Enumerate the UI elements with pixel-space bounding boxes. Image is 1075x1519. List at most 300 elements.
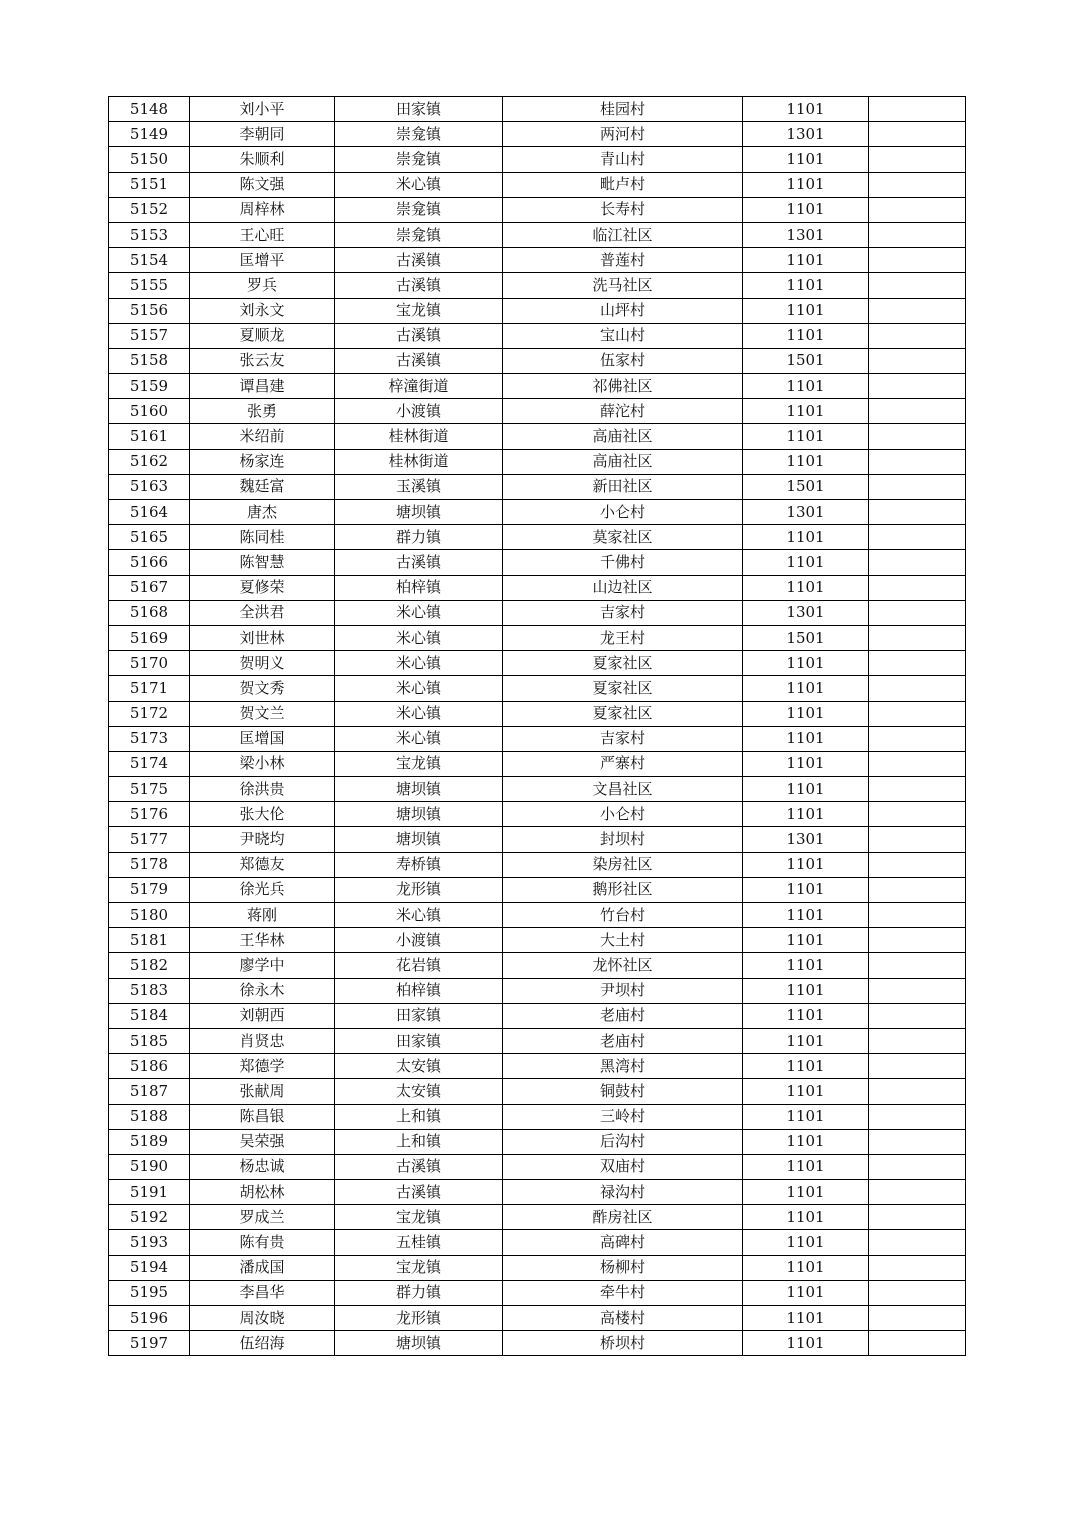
cell-code: 1101 [743, 676, 869, 701]
cell-code: 1101 [743, 701, 869, 726]
table-row [109, 802, 966, 827]
cell-code: 1101 [743, 323, 869, 348]
cell-town: 米心镇 [335, 903, 503, 928]
cell-serial-number: 5177 [109, 827, 190, 852]
cell-code: 1101 [743, 172, 869, 197]
cell-serial-number: 5167 [109, 575, 190, 600]
cell-note [869, 97, 966, 122]
cell-town: 宝龙镇 [335, 298, 503, 323]
table-row [109, 600, 966, 625]
roster-table-body [109, 97, 966, 1356]
cell-note [869, 751, 966, 776]
cell-code: 1101 [743, 197, 869, 222]
cell-code: 1101 [743, 1003, 869, 1028]
cell-name: 周汝晓 [190, 1306, 335, 1331]
cell-code: 1501 [743, 348, 869, 373]
cell-village: 长寿村 [503, 197, 743, 222]
cell-serial-number: 5184 [109, 1003, 190, 1028]
cell-name: 夏顺龙 [190, 323, 335, 348]
cell-note [869, 1079, 966, 1104]
table-row [109, 903, 966, 928]
cell-town: 崇龛镇 [335, 222, 503, 247]
cell-code: 1101 [743, 1079, 869, 1104]
cell-village: 双庙村 [503, 1154, 743, 1179]
table-row [109, 676, 966, 701]
cell-note [869, 726, 966, 751]
cell-serial-number: 5183 [109, 978, 190, 1003]
table-row [109, 1180, 966, 1205]
table-row [109, 726, 966, 751]
cell-note [869, 424, 966, 449]
cell-code: 1501 [743, 625, 869, 650]
cell-serial-number: 5157 [109, 323, 190, 348]
cell-name: 张大伦 [190, 802, 335, 827]
cell-town: 古溪镇 [335, 348, 503, 373]
table-row [109, 122, 966, 147]
cell-town: 古溪镇 [335, 323, 503, 348]
cell-note [869, 1180, 966, 1205]
cell-note [869, 802, 966, 827]
cell-serial-number: 5191 [109, 1180, 190, 1205]
cell-village: 吉家村 [503, 600, 743, 625]
cell-town: 米心镇 [335, 701, 503, 726]
cell-town: 柏梓镇 [335, 978, 503, 1003]
cell-town: 宝龙镇 [335, 1255, 503, 1280]
cell-serial-number: 5148 [109, 97, 190, 122]
cell-note [869, 1280, 966, 1305]
table-row [109, 323, 966, 348]
cell-name: 陈智慧 [190, 550, 335, 575]
table-row [109, 978, 966, 1003]
cell-serial-number: 5154 [109, 248, 190, 273]
cell-serial-number: 5173 [109, 726, 190, 751]
cell-serial-number: 5169 [109, 625, 190, 650]
cell-town: 田家镇 [335, 1028, 503, 1053]
table-row [109, 1280, 966, 1305]
cell-code: 1101 [743, 978, 869, 1003]
cell-town: 梓潼街道 [335, 374, 503, 399]
cell-name: 王华林 [190, 928, 335, 953]
cell-village: 封坝村 [503, 827, 743, 852]
cell-note [869, 197, 966, 222]
cell-village: 禄沟村 [503, 1180, 743, 1205]
cell-name: 徐洪贵 [190, 777, 335, 802]
cell-town: 群力镇 [335, 525, 503, 550]
cell-name: 全洪君 [190, 600, 335, 625]
cell-note [869, 903, 966, 928]
table-row [109, 147, 966, 172]
cell-note [869, 777, 966, 802]
cell-note [869, 1028, 966, 1053]
cell-town: 米心镇 [335, 726, 503, 751]
cell-town: 群力镇 [335, 1280, 503, 1305]
cell-code: 1101 [743, 928, 869, 953]
cell-village: 洗马社区 [503, 273, 743, 298]
cell-town: 寿桥镇 [335, 852, 503, 877]
table-row [109, 374, 966, 399]
table-row [109, 1129, 966, 1154]
cell-code: 1301 [743, 500, 869, 525]
cell-serial-number: 5192 [109, 1205, 190, 1230]
cell-village: 老庙村 [503, 1003, 743, 1028]
cell-town: 塘坝镇 [335, 802, 503, 827]
cell-code: 1101 [743, 1054, 869, 1079]
cell-serial-number: 5159 [109, 374, 190, 399]
cell-note [869, 172, 966, 197]
cell-town: 龙形镇 [335, 1306, 503, 1331]
cell-serial-number: 5189 [109, 1129, 190, 1154]
table-row [109, 1079, 966, 1104]
cell-note [869, 550, 966, 575]
cell-serial-number: 5150 [109, 147, 190, 172]
cell-code: 1101 [743, 802, 869, 827]
cell-name: 谭昌建 [190, 374, 335, 399]
cell-village: 后沟村 [503, 1129, 743, 1154]
cell-serial-number: 5197 [109, 1331, 190, 1356]
cell-town: 上和镇 [335, 1104, 503, 1129]
cell-note [869, 500, 966, 525]
cell-village: 普莲村 [503, 248, 743, 273]
cell-town: 宝龙镇 [335, 1205, 503, 1230]
cell-village: 竹台村 [503, 903, 743, 928]
table-row [109, 625, 966, 650]
cell-town: 崇龛镇 [335, 197, 503, 222]
cell-town: 古溪镇 [335, 1180, 503, 1205]
table-row [109, 1306, 966, 1331]
cell-name: 陈有贵 [190, 1230, 335, 1255]
table-row [109, 777, 966, 802]
cell-town: 龙形镇 [335, 877, 503, 902]
cell-name: 刘小平 [190, 97, 335, 122]
cell-village: 夏家社区 [503, 701, 743, 726]
cell-name: 匡增国 [190, 726, 335, 751]
cell-serial-number: 5158 [109, 348, 190, 373]
cell-village: 高庙社区 [503, 424, 743, 449]
table-row [109, 877, 966, 902]
cell-village: 高庙社区 [503, 449, 743, 474]
cell-code: 1301 [743, 222, 869, 247]
cell-town: 太安镇 [335, 1079, 503, 1104]
cell-village: 牵牛村 [503, 1280, 743, 1305]
cell-town: 塘坝镇 [335, 1331, 503, 1356]
cell-town: 古溪镇 [335, 1154, 503, 1179]
cell-note [869, 399, 966, 424]
cell-code: 1101 [743, 1205, 869, 1230]
cell-town: 崇龛镇 [335, 147, 503, 172]
table-row [109, 1104, 966, 1129]
table-row [109, 197, 966, 222]
cell-name: 廖学中 [190, 953, 335, 978]
cell-village: 龙王村 [503, 625, 743, 650]
cell-name: 陈同桂 [190, 525, 335, 550]
cell-village: 尹坝村 [503, 978, 743, 1003]
cell-note [869, 1306, 966, 1331]
cell-name: 贺文兰 [190, 701, 335, 726]
cell-town: 塘坝镇 [335, 777, 503, 802]
cell-serial-number: 5170 [109, 651, 190, 676]
cell-code: 1101 [743, 852, 869, 877]
table-row [109, 97, 966, 122]
cell-code: 1101 [743, 1255, 869, 1280]
table-row [109, 651, 966, 676]
cell-name: 梁小林 [190, 751, 335, 776]
cell-code: 1101 [743, 147, 869, 172]
cell-village: 桂园村 [503, 97, 743, 122]
cell-village: 山边社区 [503, 575, 743, 600]
cell-note [869, 1129, 966, 1154]
table-row [109, 1028, 966, 1053]
roster-table [108, 96, 966, 1356]
cell-town: 桂林街道 [335, 449, 503, 474]
table-row [109, 525, 966, 550]
table-row [109, 222, 966, 247]
cell-serial-number: 5162 [109, 449, 190, 474]
cell-village: 临江社区 [503, 222, 743, 247]
cell-town: 桂林街道 [335, 424, 503, 449]
cell-code: 1101 [743, 1104, 869, 1129]
cell-code: 1101 [743, 1230, 869, 1255]
cell-name: 唐杰 [190, 500, 335, 525]
cell-name: 米绍前 [190, 424, 335, 449]
cell-serial-number: 5163 [109, 474, 190, 499]
cell-code: 1101 [743, 1306, 869, 1331]
cell-note [869, 323, 966, 348]
cell-name: 徐光兵 [190, 877, 335, 902]
cell-code: 1101 [743, 1028, 869, 1053]
cell-note [869, 953, 966, 978]
cell-note [869, 348, 966, 373]
cell-village: 三岭村 [503, 1104, 743, 1129]
cell-serial-number: 5190 [109, 1154, 190, 1179]
cell-code: 1101 [743, 1331, 869, 1356]
table-row [109, 1230, 966, 1255]
table-row [109, 449, 966, 474]
cell-town: 米心镇 [335, 625, 503, 650]
cell-note [869, 1003, 966, 1028]
cell-town: 柏梓镇 [335, 575, 503, 600]
cell-note [869, 827, 966, 852]
cell-village: 祁佛社区 [503, 374, 743, 399]
cell-name: 匡增平 [190, 248, 335, 273]
cell-note [869, 1255, 966, 1280]
cell-serial-number: 5185 [109, 1028, 190, 1053]
table-row [109, 852, 966, 877]
cell-town: 太安镇 [335, 1054, 503, 1079]
cell-code: 1101 [743, 424, 869, 449]
cell-serial-number: 5195 [109, 1280, 190, 1305]
cell-name: 杨家连 [190, 449, 335, 474]
cell-code: 1101 [743, 273, 869, 298]
cell-serial-number: 5166 [109, 550, 190, 575]
cell-name: 吴荣强 [190, 1129, 335, 1154]
cell-village: 黑湾村 [503, 1054, 743, 1079]
cell-serial-number: 5165 [109, 525, 190, 550]
cell-town: 上和镇 [335, 1129, 503, 1154]
table-row [109, 273, 966, 298]
cell-code: 1101 [743, 903, 869, 928]
cell-code: 1101 [743, 726, 869, 751]
cell-village: 高楼村 [503, 1306, 743, 1331]
cell-serial-number: 5187 [109, 1079, 190, 1104]
cell-town: 田家镇 [335, 97, 503, 122]
cell-code: 1101 [743, 374, 869, 399]
cell-name: 郑德学 [190, 1054, 335, 1079]
cell-village: 宝山村 [503, 323, 743, 348]
cell-name: 郑德友 [190, 852, 335, 877]
cell-note [869, 248, 966, 273]
cell-serial-number: 5186 [109, 1054, 190, 1079]
cell-name: 胡松林 [190, 1180, 335, 1205]
cell-serial-number: 5156 [109, 298, 190, 323]
cell-note [869, 1054, 966, 1079]
cell-name: 伍绍海 [190, 1331, 335, 1356]
cell-code: 1101 [743, 751, 869, 776]
cell-town: 米心镇 [335, 676, 503, 701]
cell-village: 两河村 [503, 122, 743, 147]
cell-village: 夏家社区 [503, 651, 743, 676]
cell-note [869, 1154, 966, 1179]
table-row [109, 751, 966, 776]
cell-town: 米心镇 [335, 172, 503, 197]
cell-code: 1101 [743, 399, 869, 424]
table-row [109, 424, 966, 449]
cell-name: 夏修荣 [190, 575, 335, 600]
table-row [109, 575, 966, 600]
cell-name: 刘朝西 [190, 1003, 335, 1028]
cell-code: 1101 [743, 1129, 869, 1154]
cell-code: 1301 [743, 122, 869, 147]
cell-code: 1101 [743, 1280, 869, 1305]
cell-name: 肖贤忠 [190, 1028, 335, 1053]
cell-name: 尹晓均 [190, 827, 335, 852]
cell-note [869, 600, 966, 625]
cell-serial-number: 5180 [109, 903, 190, 928]
cell-town: 古溪镇 [335, 273, 503, 298]
cell-village: 鹅形社区 [503, 877, 743, 902]
cell-name: 罗成兰 [190, 1205, 335, 1230]
cell-serial-number: 5175 [109, 777, 190, 802]
cell-code: 1101 [743, 575, 869, 600]
cell-code: 1301 [743, 600, 869, 625]
cell-village: 小仑村 [503, 500, 743, 525]
cell-note [869, 978, 966, 1003]
cell-serial-number: 5196 [109, 1306, 190, 1331]
cell-serial-number: 5188 [109, 1104, 190, 1129]
cell-note [869, 852, 966, 877]
cell-name: 周梓林 [190, 197, 335, 222]
cell-town: 塘坝镇 [335, 500, 503, 525]
cell-serial-number: 5171 [109, 676, 190, 701]
cell-serial-number: 5149 [109, 122, 190, 147]
cell-village: 千佛村 [503, 550, 743, 575]
cell-name: 罗兵 [190, 273, 335, 298]
cell-serial-number: 5174 [109, 751, 190, 776]
table-row [109, 1054, 966, 1079]
cell-note [869, 273, 966, 298]
cell-name: 蒋刚 [190, 903, 335, 928]
cell-code: 1101 [743, 877, 869, 902]
cell-name: 张勇 [190, 399, 335, 424]
table-row [109, 953, 966, 978]
cell-town: 米心镇 [335, 600, 503, 625]
cell-village: 山坪村 [503, 298, 743, 323]
cell-town: 崇龛镇 [335, 122, 503, 147]
table-row [109, 298, 966, 323]
table-row [109, 248, 966, 273]
cell-village: 酢房社区 [503, 1205, 743, 1230]
cell-village: 莫家社区 [503, 525, 743, 550]
cell-village: 大土村 [503, 928, 743, 953]
cell-note [869, 374, 966, 399]
cell-note [869, 1331, 966, 1356]
cell-serial-number: 5153 [109, 222, 190, 247]
cell-code: 1101 [743, 1154, 869, 1179]
cell-name: 朱顺利 [190, 147, 335, 172]
cell-village: 龙怀社区 [503, 953, 743, 978]
cell-serial-number: 5152 [109, 197, 190, 222]
table-row [109, 1255, 966, 1280]
cell-note [869, 676, 966, 701]
cell-town: 花岩镇 [335, 953, 503, 978]
cell-name: 陈昌银 [190, 1104, 335, 1129]
cell-code: 1101 [743, 298, 869, 323]
cell-code: 1101 [743, 97, 869, 122]
cell-village: 杨柳村 [503, 1255, 743, 1280]
table-row [109, 827, 966, 852]
cell-village: 毗卢村 [503, 172, 743, 197]
cell-name: 刘永文 [190, 298, 335, 323]
cell-note [869, 575, 966, 600]
cell-serial-number: 5176 [109, 802, 190, 827]
cell-note [869, 1230, 966, 1255]
cell-village: 夏家社区 [503, 676, 743, 701]
cell-town: 小渡镇 [335, 928, 503, 953]
cell-code: 1101 [743, 953, 869, 978]
cell-village: 青山村 [503, 147, 743, 172]
cell-name: 李朝同 [190, 122, 335, 147]
cell-serial-number: 5193 [109, 1230, 190, 1255]
cell-name: 王心旺 [190, 222, 335, 247]
cell-town: 宝龙镇 [335, 751, 503, 776]
cell-town: 五桂镇 [335, 1230, 503, 1255]
table-row [109, 399, 966, 424]
cell-village: 严寨村 [503, 751, 743, 776]
table-row [109, 348, 966, 373]
cell-note [869, 928, 966, 953]
cell-serial-number: 5172 [109, 701, 190, 726]
cell-note [869, 877, 966, 902]
cell-name: 潘成国 [190, 1255, 335, 1280]
cell-code: 1301 [743, 827, 869, 852]
cell-name: 张献周 [190, 1079, 335, 1104]
cell-note [869, 474, 966, 499]
cell-code: 1101 [743, 777, 869, 802]
cell-serial-number: 5178 [109, 852, 190, 877]
cell-town: 古溪镇 [335, 248, 503, 273]
cell-note [869, 147, 966, 172]
cell-code: 1501 [743, 474, 869, 499]
cell-code: 1101 [743, 449, 869, 474]
cell-serial-number: 5160 [109, 399, 190, 424]
cell-village: 伍家村 [503, 348, 743, 373]
cell-serial-number: 5164 [109, 500, 190, 525]
cell-name: 张云友 [190, 348, 335, 373]
table-row [109, 474, 966, 499]
cell-name: 李昌华 [190, 1280, 335, 1305]
cell-serial-number: 5155 [109, 273, 190, 298]
cell-note [869, 701, 966, 726]
cell-name: 魏廷富 [190, 474, 335, 499]
